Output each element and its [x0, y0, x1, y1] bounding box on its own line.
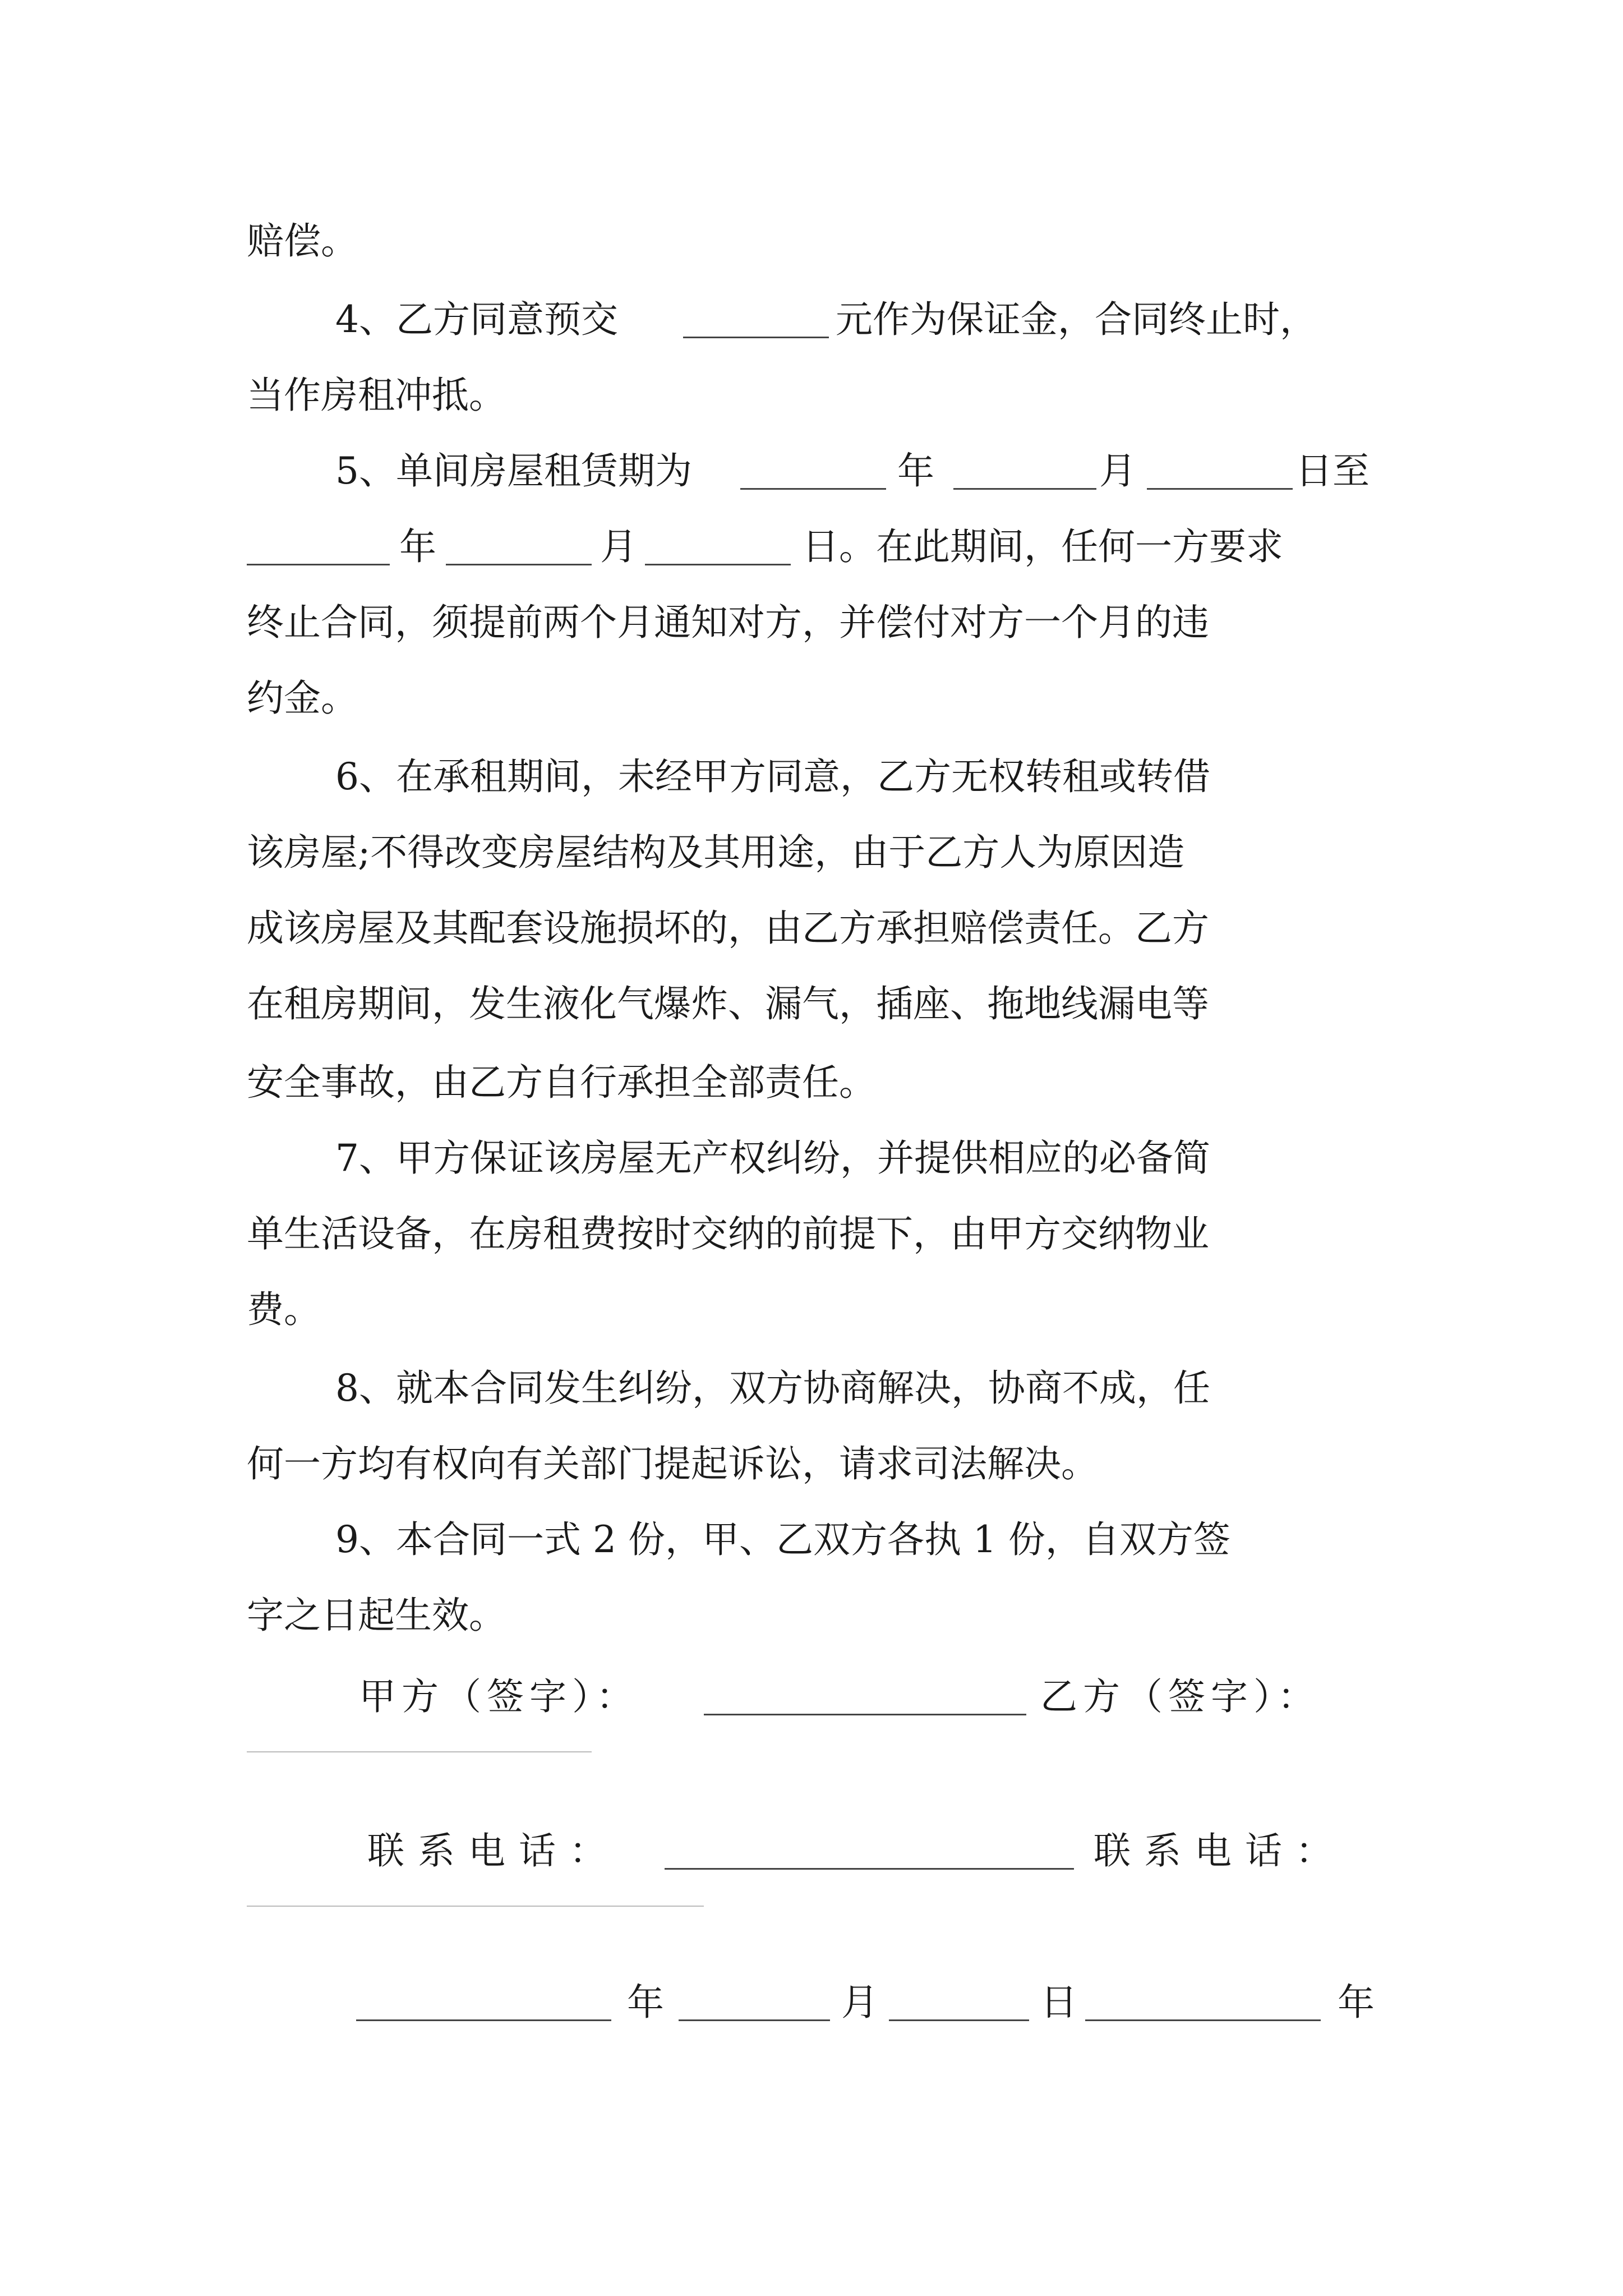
clause-6-line-3: [0, 900, 1623, 956]
month-label: 月: [600, 525, 637, 568]
clause-5-text: 日。在此期间，任何一方要求: [802, 525, 1283, 568]
clause-9-line-1: [0, 1512, 1623, 1568]
clause-4-text: 元作为保证金，合同终止时，: [836, 298, 1317, 341]
clause-9-line-2: [0, 1588, 1623, 1644]
clause-6-line-4: [0, 976, 1623, 1032]
party-b-phone-blank[interactable]: [247, 1906, 704, 1907]
clause-7-text: 单生活设备，在房租费按时交纳的前提下，由甲方交纳物业: [247, 1212, 1209, 1255]
continuation-text: 赔偿。: [247, 219, 358, 263]
clause-4-line-1: [0, 292, 1623, 348]
clause-5-text: 终止合同，须提前两个月通知对方，并偿付对方一个月的违: [247, 601, 1209, 644]
date-month-blank[interactable]: [679, 2019, 830, 2021]
clause-6-text: 安全事故，由乙方自行承担全部责任。: [247, 1061, 876, 1104]
year-label: 年: [897, 449, 934, 493]
clause-8-line-2: [0, 1436, 1623, 1492]
clause-7-line-3: [0, 1282, 1623, 1338]
date-year2-label: 年: [1338, 1981, 1375, 2024]
end-day-blank[interactable]: [645, 564, 791, 565]
party-a-signature-blank[interactable]: [704, 1714, 1026, 1715]
clause-6-line-5: [0, 1055, 1623, 1111]
day-label: 日至: [1295, 449, 1370, 493]
start-day-blank[interactable]: [1147, 488, 1293, 490]
date-day-label: 日: [1040, 1981, 1077, 2024]
date-line: [0, 1975, 1623, 2031]
phone-line: [0, 1823, 1623, 1879]
start-year-blank[interactable]: [740, 488, 886, 490]
party-a-signature-label: 甲方（签字）：: [359, 1675, 639, 1718]
clause-5-line-3: [0, 595, 1623, 651]
clause-4-text: 4、乙方同意预交: [335, 298, 618, 341]
party-a-phone-blank[interactable]: [665, 1868, 1074, 1870]
date-day-blank[interactable]: [889, 2019, 1029, 2021]
clause-6-text: 在租房期间，发生液化气爆炸、漏气，插座、拖地线漏电等: [247, 982, 1209, 1025]
clause-7-line-1: [0, 1130, 1623, 1186]
end-month-blank[interactable]: [446, 564, 592, 565]
signature-line: [0, 1669, 1623, 1725]
clause-4-text: 当作房租冲抵。: [247, 374, 506, 417]
clause-9-text: 9、本合同一式 2 份，甲、乙双方各执 1 份，自双方签: [335, 1518, 1230, 1561]
date-month-label: 月: [841, 1981, 878, 2024]
month-label: 月: [1099, 449, 1136, 493]
clause-6-line-1: [0, 749, 1623, 805]
party-b-signature-blank[interactable]: [247, 1751, 592, 1752]
clause-8-line-1: [0, 1360, 1623, 1416]
party-a-phone-label: 联系电话：: [367, 1829, 620, 1872]
party-b-signature-label: 乙方（签字）：: [1040, 1675, 1320, 1718]
clause-5-line-1: [0, 443, 1623, 499]
date-year2-blank[interactable]: [1085, 2019, 1321, 2021]
start-month-blank[interactable]: [953, 488, 1096, 490]
clause-5-line-2: [0, 519, 1623, 575]
clause-8-text: 何一方均有权向有关部门提起诉讼，请求司法解决。: [247, 1442, 1098, 1485]
clause-7-text: 费。: [247, 1288, 321, 1331]
clause-6-text: 该房屋;不得改变房屋结构及其用途，由于乙方人为原因造: [247, 831, 1185, 874]
clause-7-line-2: [0, 1206, 1623, 1262]
clause-8-text: 8、就本合同发生纠纷，双方协商解决，协商不成，任: [335, 1366, 1210, 1410]
clause-4-line-2: [0, 367, 1623, 424]
clause-5-text: 5、单间房屋租赁期为: [335, 449, 692, 493]
clause-6-text: 成该房屋及其配套设施损坏的，由乙方承担赔偿责任。乙方: [247, 907, 1209, 950]
paragraph-line: [0, 213, 1623, 269]
clause-9-text: 字之日起生效。: [247, 1594, 506, 1637]
clause-5-line-4: [0, 670, 1623, 726]
clause-7-text: 7、甲方保证该房屋无产权纠纷，并提供相应的必备简: [335, 1137, 1210, 1180]
end-year-blank[interactable]: [247, 564, 390, 565]
deposit-amount-blank[interactable]: [683, 337, 829, 338]
party-b-phone-label: 联系电话：: [1094, 1829, 1346, 1872]
clause-6-line-2: [0, 825, 1623, 881]
date-year-label: 年: [627, 1981, 664, 2024]
year-label: 年: [399, 525, 436, 568]
clause-5-text: 约金。: [247, 677, 358, 720]
date-year-blank[interactable]: [356, 2019, 611, 2021]
clause-6-text: 6、在承租期间，未经甲方同意，乙方无权转租或转借: [335, 755, 1210, 798]
